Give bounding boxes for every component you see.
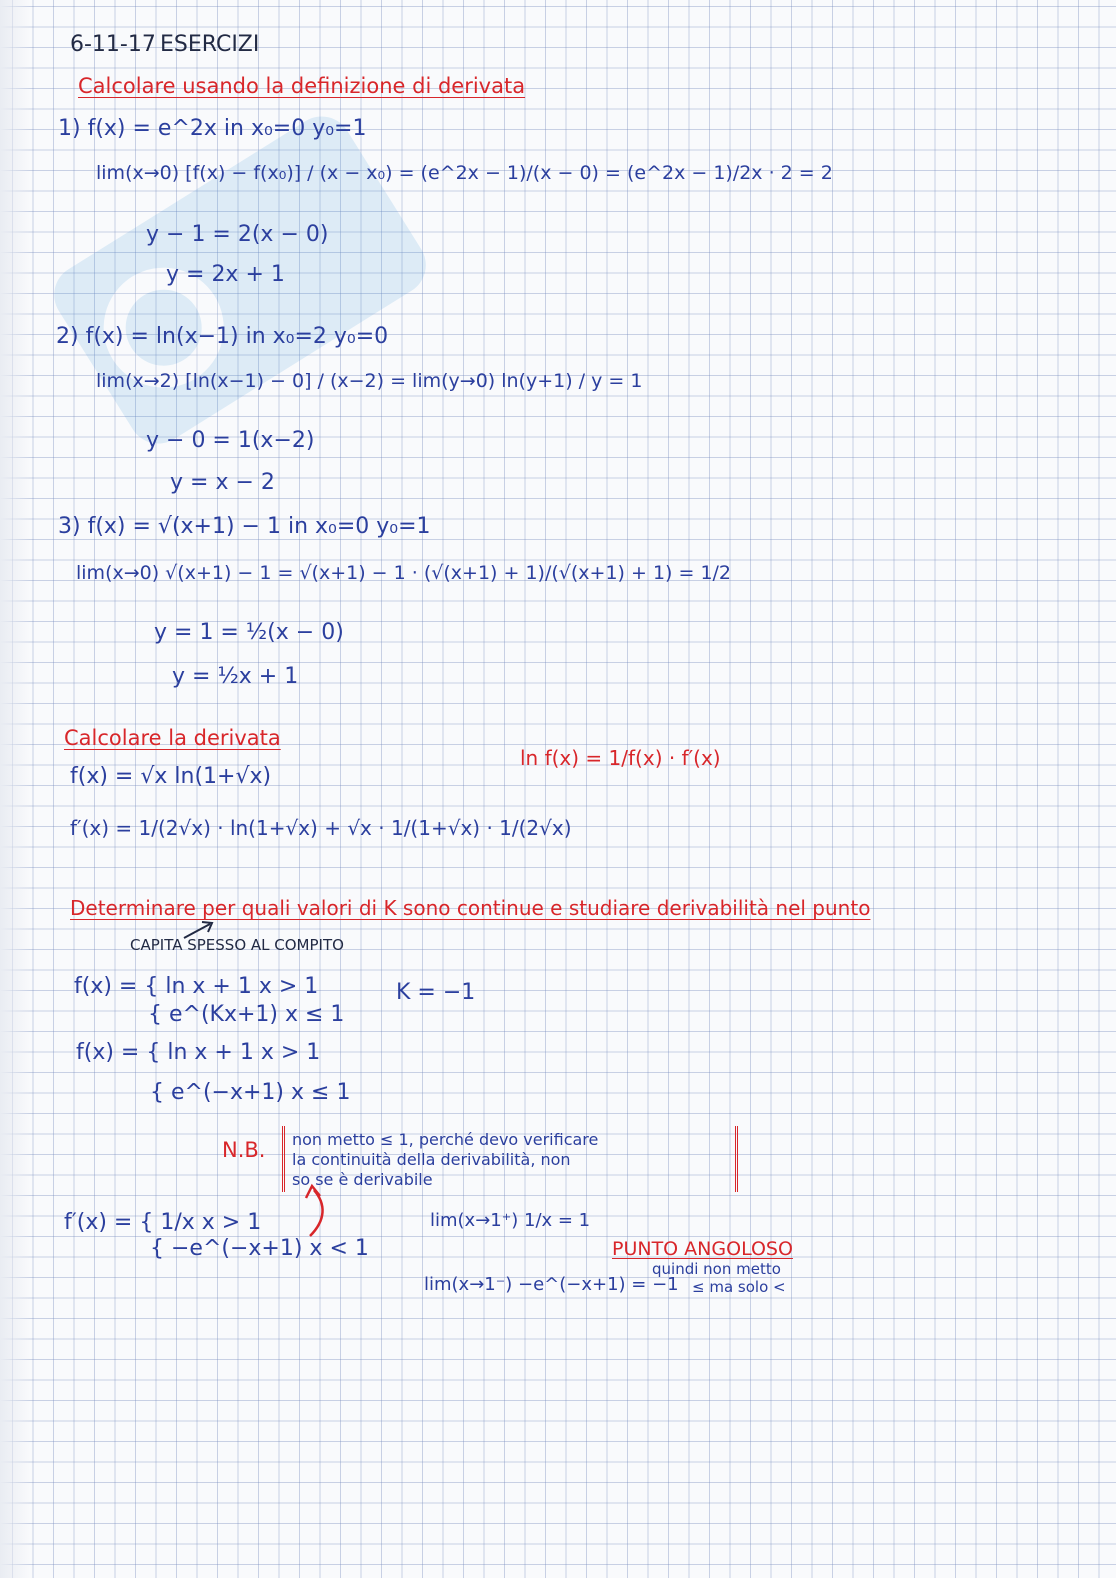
right-limit: lim(x→1⁺) 1/x = 1 xyxy=(430,1210,591,1231)
ex1-tangent-1: y − 1 = 2(x − 0) xyxy=(146,222,329,247)
ex2-tangent-1: y − 0 = 1(x−2) xyxy=(146,428,315,453)
log-derivative-rule: ln f(x) = 1/f(x) · f′(x) xyxy=(520,746,721,770)
ex3-tangent-1: y = 1 = ½(x − 0) xyxy=(154,620,344,645)
ex3-limit: lim(x→0) √(x+1) − 1 = √(x+1) − 1 · (√(x+1) + 1)/(√(x+1) + 1) = 1/2 xyxy=(76,562,732,584)
piecewise-2-top: f(x) = { ln x + 1 x > 1 xyxy=(76,1040,321,1065)
conclusion-note-2: ≤ ma solo < xyxy=(692,1278,786,1296)
ex1-limit: lim(x→0) [f(x) − f(x₀)] / (x − x₀) = (e^2x − 1)/(x − 0) = (e^2x − 1)/2x · 2 = 2 xyxy=(96,162,833,184)
nb-line-3: so se è derivabile xyxy=(292,1170,433,1189)
section3-heading: Determinare per quali valori di K sono continue e studiare derivabilità nel punto xyxy=(70,896,871,920)
section1-heading: Calcolare usando la definizione di derivata xyxy=(78,74,526,98)
ex2-statement: 2) f(x) = ln(x−1) in x₀=2 y₀=0 xyxy=(56,324,389,349)
piecewise-1-top: f(x) = { ln x + 1 x > 1 xyxy=(74,974,319,999)
ex1-tangent-2: y = 2x + 1 xyxy=(166,262,285,287)
page-date: 6-11-17 xyxy=(70,32,156,57)
page-title: ESERCIZI xyxy=(160,32,260,57)
conclusion-note-1: quindi non metto xyxy=(652,1260,781,1278)
nb-line-1: non metto ≤ 1, perché devo verificare xyxy=(292,1130,599,1149)
ex2-tangent-2: y = x − 2 xyxy=(170,470,275,495)
ex3-tangent-2: y = ½x + 1 xyxy=(172,664,299,689)
nb-line-2: la continuità della derivabilità, non xyxy=(292,1150,571,1169)
piecewise-1-bottom: { e^(Kx+1) x ≤ 1 xyxy=(148,1002,345,1027)
nb-label: N.B. xyxy=(222,1138,266,1162)
page-margin xyxy=(0,0,30,1578)
derivative-function: f(x) = √x ln(1+√x) xyxy=(70,764,272,789)
nb-arrow-icon xyxy=(296,1180,336,1240)
derivative-piecewise-top: f′(x) = { 1/x x > 1 xyxy=(64,1210,262,1235)
section2-heading: Calcolare la derivata xyxy=(64,726,281,750)
k-value: K = −1 xyxy=(396,980,476,1005)
left-limit: lim(x→1⁻) −e^(−x+1) = −1 xyxy=(424,1274,679,1295)
derivative-piecewise-bottom: { −e^(−x+1) x < 1 xyxy=(150,1236,369,1261)
ex3-statement: 3) f(x) = √(x+1) − 1 in x₀=0 y₀=1 xyxy=(58,514,431,539)
exam-note: CAPITA SPESSO AL COMPITO xyxy=(130,936,344,954)
piecewise-2-bottom: { e^(−x+1) x ≤ 1 xyxy=(150,1080,351,1105)
ex2-limit: lim(x→2) [ln(x−1) − 0] / (x−2) = lim(y→0) ln(y+1) / y = 1 xyxy=(96,370,643,392)
conclusion-label: PUNTO ANGOLOSO xyxy=(612,1238,793,1260)
derivative-result: f′(x) = 1/(2√x) · ln(1+√x) + √x · 1/(1+√x) · 1/(2√x) xyxy=(70,816,572,840)
ex1-statement: 1) f(x) = e^2x in x₀=0 y₀=1 xyxy=(58,116,367,141)
